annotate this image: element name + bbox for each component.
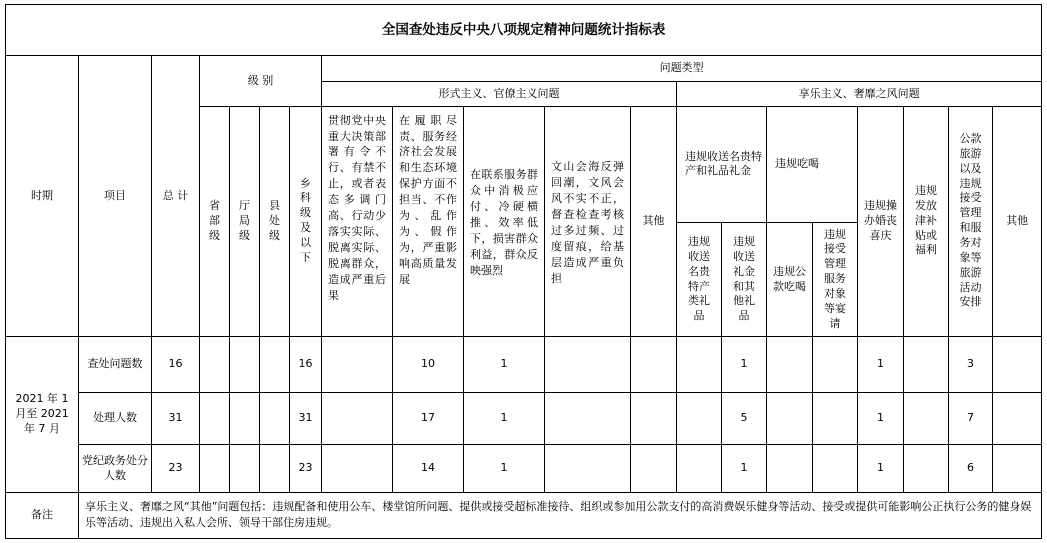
cell-township: 31 [290,393,322,445]
header-item: 项目 [79,56,152,337]
cell-gift-specialty [677,336,722,392]
cell-wedding: 1 [858,336,904,392]
cell-formalism-3: 1 [464,445,545,492]
cell-travel: 6 [949,445,993,492]
page-title: 全国查处违反中央八项规定精神问题统计指标表 [6,5,1042,56]
cell-hedonism-other [993,393,1042,445]
header-gift-group: 违规收送名贵特产和礼品礼金 [677,106,767,223]
header-subsidy: 违规发放津补贴或福利 [904,106,949,336]
cell-total: 16 [152,336,200,392]
header-dining-banquet: 违规接受管理服务对象等宴请 [813,223,858,337]
cell-bureau [230,445,260,492]
cell-total: 23 [152,445,200,492]
cell-dining-public [767,336,813,392]
cell-dining-banquet [813,393,858,445]
cell-dining-public [767,445,813,492]
cell-formalism-other [631,393,677,445]
cell-total: 31 [152,393,200,445]
cell-formalism-4 [545,445,631,492]
cell-formalism-3: 1 [464,393,545,445]
header-gift-specialty: 违规收送名贵特产类礼品 [677,223,722,337]
cell-township: 16 [290,336,322,392]
cell-gift-specialty [677,393,722,445]
row-label: 党纪政务处分人数 [79,445,152,492]
cell-travel: 3 [949,336,993,392]
cell-travel: 7 [949,393,993,445]
header-dining-public: 违规公款吃喝 [767,223,813,337]
cell-wedding: 1 [858,393,904,445]
cell-formalism-other [631,336,677,392]
table-row [6,445,1042,492]
cell-hedonism-other [993,336,1042,392]
header-formalism-2: 在履职尽责、服务经济社会发展和生态环境保护方面不担当、不作为、乱作为、假作为，严重影响高质量发展 [393,106,464,336]
header-level-county: 县处级 [260,106,290,336]
header-period: 时期 [6,56,79,337]
cell-formalism-1 [322,445,393,492]
cell-formalism-2: 14 [393,445,464,492]
cell-gift-cash: 1 [722,445,767,492]
cell-province [200,336,230,392]
header-gift-cash: 违规收送礼金和其他礼品 [722,223,767,337]
table-row [6,393,1042,445]
header-problem-type: 问题类型 [322,56,1042,82]
row-label: 查处问题数 [79,336,152,392]
cell-wedding: 1 [858,445,904,492]
cell-province [200,393,230,445]
cell-dining-banquet [813,336,858,392]
header-hedonism-other: 其他 [993,106,1042,336]
row-label: 处理人数 [79,393,152,445]
cell-formalism-4 [545,336,631,392]
cell-formalism-4 [545,393,631,445]
cell-dining-public [767,393,813,445]
cell-formalism-1 [322,336,393,392]
cell-gift-cash: 5 [722,393,767,445]
cell-formalism-2: 10 [393,336,464,392]
header-formalism-other: 其他 [631,106,677,336]
stats-table-container [5,4,1041,539]
header-total: 总 计 [152,56,200,337]
table-row [6,336,1042,392]
cell-formalism-3: 1 [464,336,545,392]
header-level-township: 乡科级及以下 [290,106,322,336]
cell-gift-cash: 1 [722,336,767,392]
header-level: 级 别 [200,56,322,106]
header-formalism-group: 形式主义、官僚主义问题 [322,82,677,106]
cell-bureau [230,393,260,445]
cell-province [200,445,230,492]
note-text: 享乐主义、奢靡之风“其他”问题包括：违规配备和使用公车、楼堂馆所问题、提供或接受超标准接待、组织或参加用公款支付的高消费娱乐健身等活动、接受或提供可能影响公正执行公务的健身娱乐等活动、违规出入私人会所、领导干部住房违规。 [79,492,1042,538]
period-cell: 2021 年 1 月至 2021 年 7 月 [6,336,79,492]
cell-county [260,445,290,492]
cell-subsidy [904,445,949,492]
note-row [6,492,1042,538]
header-level-bureau: 厅局级 [230,106,260,336]
header-formalism-4: 文山会海反弹回潮，文风会风不实不正，督查检查考核过多过频、过度留痕，给基层造成严重负担 [545,106,631,336]
cell-township: 23 [290,445,322,492]
cell-dining-banquet [813,445,858,492]
note-label: 备注 [6,492,79,538]
cell-bureau [230,336,260,392]
cell-subsidy [904,393,949,445]
cell-subsidy [904,336,949,392]
cell-formalism-other [631,445,677,492]
header-formalism-1: 贯彻党中央重大决策部署有令不行、有禁不止，或者表态多调门高、行动少落实实际、脱离实际、脱离群众，造成严重后果 [322,106,393,336]
cell-formalism-1 [322,393,393,445]
cell-county [260,393,290,445]
header-hedonism-group: 享乐主义、奢靡之风问题 [677,82,1042,106]
header-dining-group: 违规吃喝 [767,106,858,223]
cell-formalism-2: 17 [393,393,464,445]
cell-county [260,336,290,392]
header-formalism-3: 在联系服务群众中消极应付、冷硬横推、效率低下，损害群众利益，群众反映强烈 [464,106,545,336]
cell-gift-specialty [677,445,722,492]
header-wedding: 违规操办婚丧喜庆 [858,106,904,336]
stats-table [5,4,1042,539]
header-travel: 公款旅游以及违规接受管理和服务对象等旅游活动安排 [949,106,993,336]
cell-hedonism-other [993,445,1042,492]
header-level-province: 省部级 [200,106,230,336]
